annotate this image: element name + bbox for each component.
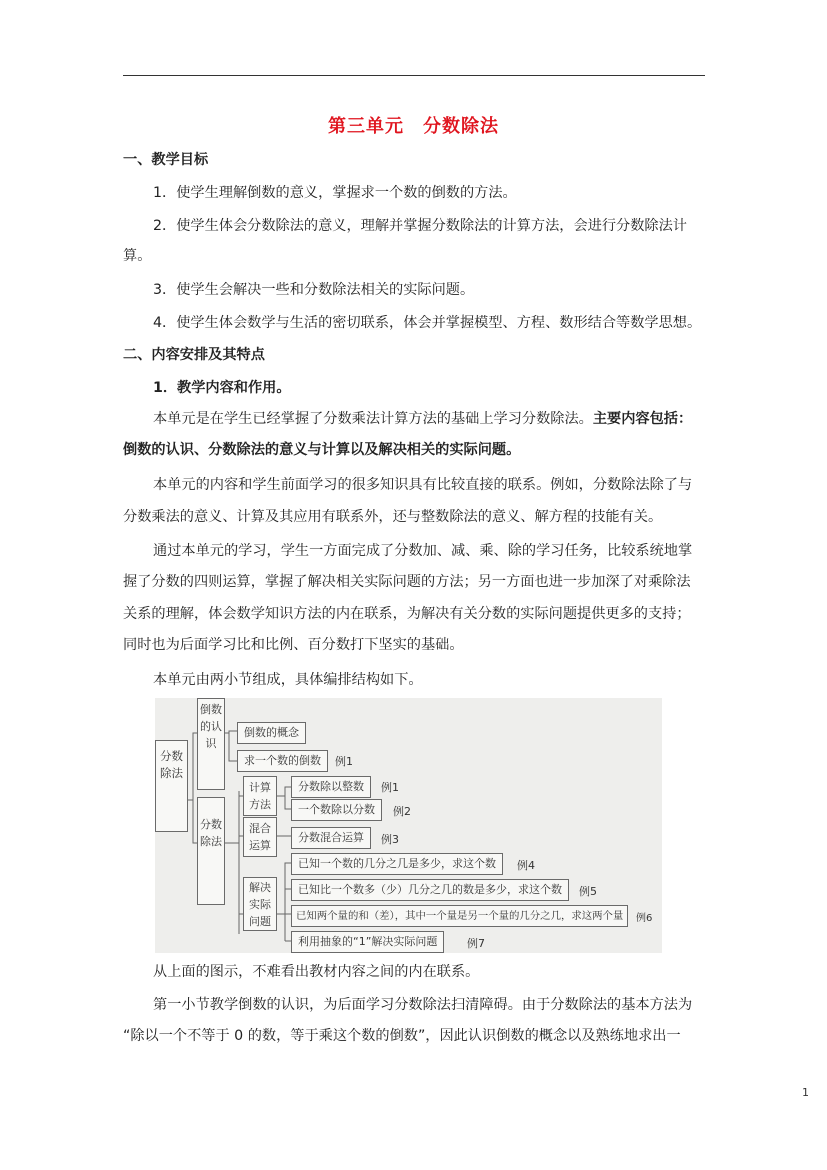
diagram-example-label: 例3 <box>381 833 399 846</box>
diagram-example-label: 例1 <box>335 755 353 768</box>
page-number: 1 <box>802 1086 809 1099</box>
diagram-section1-box: 倒数的认识 <box>197 698 225 790</box>
para1-line2: 倒数的认识、分数除法的意义与计算以及解决相关的实际问题。 <box>123 442 521 458</box>
diagram-example-label: 例6 <box>636 913 653 924</box>
goal-4: 4．使学生体会数学与生活的密切联系，体会并掌握模型、方程、数形结合等数学思想。 <box>153 315 702 331</box>
para1-line1 <box>153 409 707 429</box>
diagram-item-problem-1: 已知一个数的几分之几是多少，求这个数 <box>291 853 503 875</box>
para2-line2: 分数乘法的意义、计算及其应用有联系外，还与整数除法的意义、解方程的技能有关。 <box>123 509 663 525</box>
goal-2-cont: 算。 <box>123 248 152 264</box>
diagram-section2-box: 分数除法 <box>197 797 225 905</box>
para1-bold: 主要内容包括： <box>592 411 693 427</box>
diagram-item-find-reciprocal: 求一个数的倒数 <box>237 750 328 772</box>
diagram-group-calc: 计算方法 <box>243 776 277 816</box>
para3-line4: 同时也为后面学习比和比例、百分数打下坚实的基础。 <box>123 637 464 653</box>
para3-line1: 通过本单元的学习，学生一方面完成了分数加、减、乘、除的学习任务，比较系统地掌 <box>153 543 693 559</box>
para6-line1: 第一小节教学倒数的认识，为后面学习分数除法扫清障碍。由于分数除法的基本方法为 <box>153 997 693 1013</box>
heading-teaching-goals: 一、教学目标 <box>123 152 209 168</box>
header-rule <box>123 75 705 76</box>
diagram-example-label: 例7 <box>467 937 485 950</box>
para4-line1: 本单元由两小节组成，具体编排结构如下。 <box>153 672 423 688</box>
subheading-content-role: 1．教学内容和作用。 <box>153 380 291 396</box>
diagram-root-box: 分数除法 <box>155 740 188 832</box>
para5-line1: 从上面的图示，不难看出教材内容之间的内在联系。 <box>153 964 480 980</box>
heading-content-arrangement: 二、内容安排及其特点 <box>123 347 265 363</box>
diagram-group-mixed: 混合运算 <box>243 817 277 857</box>
para2-line1: 本单元的内容和学生前面学习的很多知识具有比较直接的联系。例如，分数除法除了与 <box>153 477 693 493</box>
goal-3: 3．使学生会解决一些和分数除法相关的实际问题。 <box>153 282 475 298</box>
diagram-item-reciprocal-concept: 倒数的概念 <box>237 722 306 744</box>
diagram-example-label: 例2 <box>393 805 411 818</box>
para3-line2: 握了分数的四则运算，掌握了解决相关实际问题的方法；另一方面也进一步加深了对乘除法 <box>123 574 691 590</box>
diagram-item-num-div-fraction: 一个数除以分数 <box>291 799 382 821</box>
diagram-example-label: 例5 <box>579 885 597 898</box>
diagram-item-problem-4: 利用抽象的“1”解决实际问题 <box>291 931 444 953</box>
para1-text: 本单元是在学生已经掌握了分数乘法计算方法的基础上学习分数除法。 <box>153 411 593 427</box>
diagram-item-mixed-ops: 分数混合运算 <box>291 827 371 849</box>
diagram-item-fraction-div-int: 分数除以整数 <box>291 776 371 798</box>
para6-line2: “除以一个不等于 0 的数，等于乘这个数的倒数”，因此认识倒数的概念以及熟练地求出一 <box>123 1028 681 1044</box>
structure-diagram <box>155 698 662 953</box>
diagram-example-label: 例1 <box>381 781 399 794</box>
goal-1: 1．使学生理解倒数的意义，掌握求一个数的倒数的方法。 <box>153 185 517 201</box>
diagram-group-solve: 解决实际问题 <box>243 877 277 931</box>
goal-2: 2．使学生体会分数除法的意义，理解并掌握分数除法的计算方法，会进行分数除法计 <box>153 218 687 234</box>
para3-line3: 关系的理解，体会数学知识方法的内在联系，为解决有关分数的实际问题提供更多的支持； <box>123 606 691 622</box>
page-title: 第三单元 分数除法 <box>328 116 499 137</box>
diagram-item-problem-3: 已知两个量的和（差），其中一个量是另一个量的几分之几，求这两个量 <box>291 905 628 927</box>
diagram-item-problem-2: 已知比一个数多（少）几分之几的数是多少，求这个数 <box>291 879 569 901</box>
diagram-example-label: 例4 <box>517 859 535 872</box>
